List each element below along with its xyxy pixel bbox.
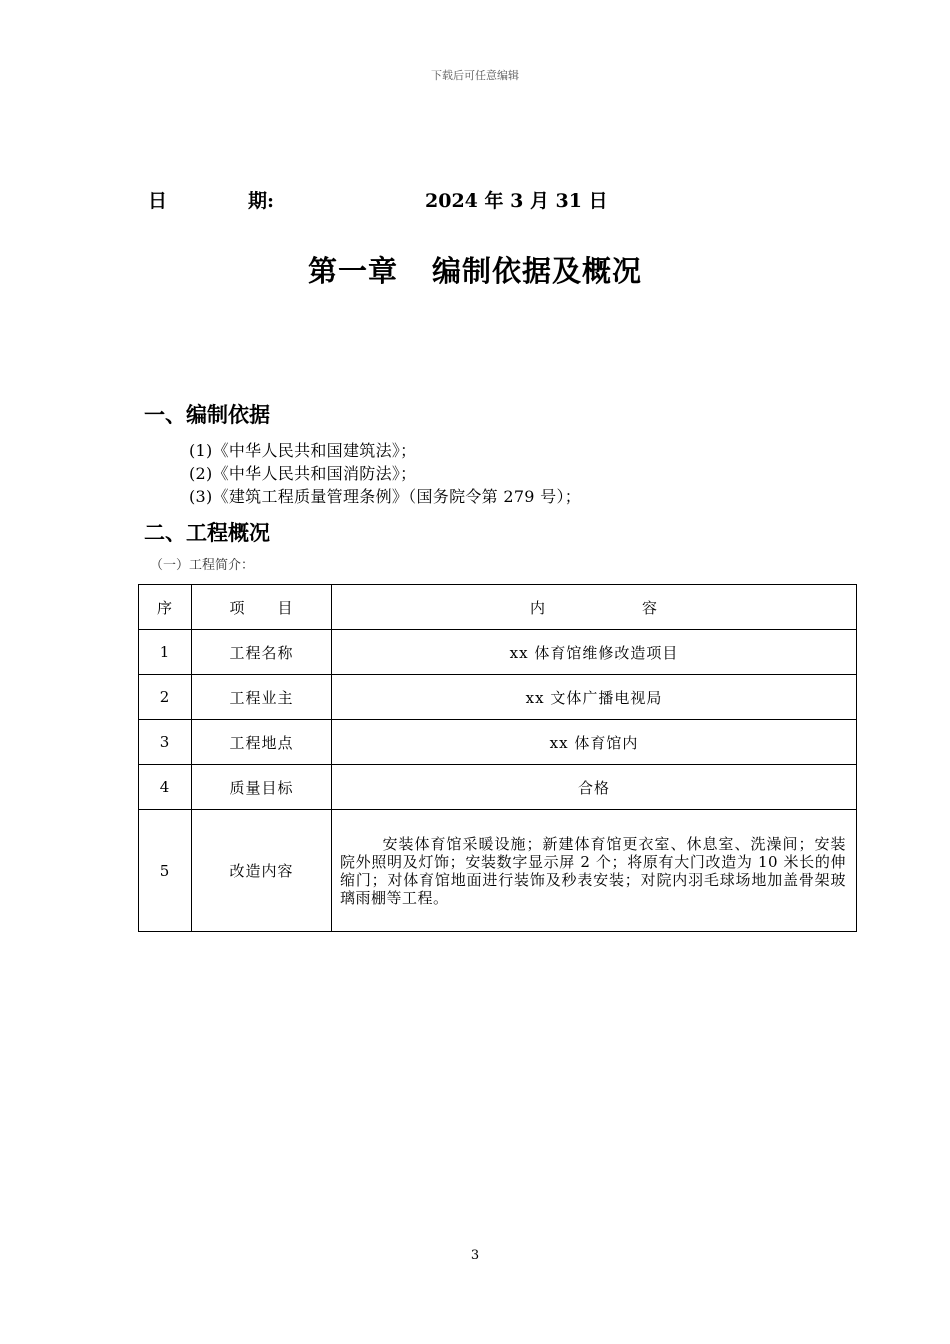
table-row (139, 765, 857, 810)
basis-item-2: (2)《中华人民共和国消防法》； (189, 464, 417, 483)
row-seq: 3 (139, 720, 192, 765)
row-item: 工程名称 (192, 630, 332, 675)
row-item: 工程地点 (192, 720, 332, 765)
row-item: 工程业主 (192, 675, 332, 720)
row-content: 合格 (332, 765, 857, 810)
date-label-1: 日 (148, 190, 168, 212)
section-1-title: 一、编制依据 (144, 402, 270, 427)
basis-item-3: (3)《建筑工程质量管理条例》（国务院令第 279 号）； (189, 487, 582, 506)
row-seq: 1 (139, 630, 192, 675)
row-content: xx 文体广播电视局 (332, 675, 857, 720)
table-row (139, 720, 857, 765)
date-value: 2024 年 3 月 31 日 (425, 190, 608, 212)
table-row (139, 675, 857, 720)
row-item: 质量目标 (192, 765, 332, 810)
row-seq: 5 (139, 810, 192, 932)
section-2-subtitle: （一）工程简介： (150, 558, 255, 573)
page-header: 下载后可任意编辑 (431, 69, 519, 82)
date-row (148, 186, 768, 214)
basis-item-1: (1)《中华人民共和国建筑法》； (189, 441, 417, 460)
chapter-name: 编制依据及概况 (432, 254, 643, 288)
row-content: xx 体育馆维修改造项目 (332, 630, 857, 675)
chapter-title (0, 249, 950, 290)
row-item: 改造内容 (192, 810, 332, 932)
table-header-row (139, 585, 857, 630)
row-content-cell (332, 810, 857, 932)
table-row (139, 630, 857, 675)
row-seq: 2 (139, 675, 192, 720)
header-content: 内 容 (332, 585, 857, 630)
row-content: 安装体育馆采暖设施；新建体育馆更衣室、休息室、洗澡间；安装院外照明及灯饰；安装数字显示屏 2 个；将原有大门改造为 10 米长的伸缩门；对体育馆地面进行装饰及秒表安装；对院内羽毛球场地加盖骨架玻璃雨棚等工程。 (340, 834, 846, 907)
section-2-title: 二、工程概况 (144, 520, 270, 545)
chapter-number: 第一章 (307, 254, 398, 288)
project-info-table (138, 584, 857, 932)
page-number: 3 (470, 1248, 480, 1263)
header-seq: 序 (139, 585, 192, 630)
date-label-2: 期: (248, 190, 275, 212)
row-content: xx 体育馆内 (332, 720, 857, 765)
row-seq: 4 (139, 765, 192, 810)
table-row (139, 810, 857, 932)
header-item: 项 目 (192, 585, 332, 630)
